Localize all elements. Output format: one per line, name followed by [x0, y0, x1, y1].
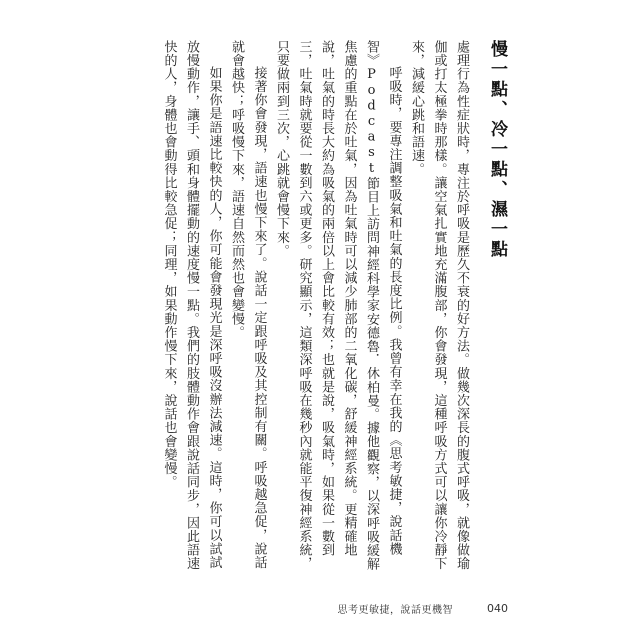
section-heading: 慢一點、冷一點、濕一點	[487, 40, 507, 260]
page-footer	[338, 601, 509, 616]
paragraph-speech-speed: 接著你會發現，語速也慢下來了。說話一定跟呼吸及其控制有關。呼吸越急促，說話就會越快；呼吸慢下來，語速自然而然也會變慢。	[229, 40, 267, 570]
page-number: 040	[487, 602, 508, 615]
paragraph-exhale-ratio: 呼吸時，要專注調整吸氣和吐氣的長度比例。我曾有幸在我的《思考敏捷，說話機智》Podcast節目上訪問神經科學家安德魯．休柏曼。據他觀察，以深呼吸緩解焦慮的重點在於吐氣，因為吐氣時可以減少肺部的二氧化碳，舒緩神經系統。更精確地說，吐氣的時長大約為吸氣的兩倍以上會比較有效；也就是說，吸氣時，如果從一數到三，吐氣時就要從一數到六或更多。研究顯示，這類深呼吸在幾秒內就能平復神經系統，只要做兩到三次，心跳就會慢下來。	[274, 40, 402, 571]
vertical-text-block	[157, 40, 508, 572]
running-footer-title: 思考更敏捷，說話更機智	[337, 605, 453, 616]
paragraph-slow-movement: 如果你是語速比較快的人，你可能會發現光是深呼吸沒辦法減速。這時，你可以試試放慢動作，讓手、頭和身體擺動的速度慢一點。我們的肢體動作會跟說話同步，因此語速快的人，身體也會動得比較急促；同理，如果動作慢下來，說話也會變慢。	[161, 40, 222, 571]
paragraph-breathing-method: 處理行為性症狀時，專注於呼吸是歷久不衰的好方法。做幾次深長的腹式呼吸，就像做瑜伽或打太極拳時那樣。讓空氣扎實地充滿腹部，你會發現，這種呼吸方式可以讓你冷靜下來，減緩心跳和語速。	[409, 40, 469, 571]
